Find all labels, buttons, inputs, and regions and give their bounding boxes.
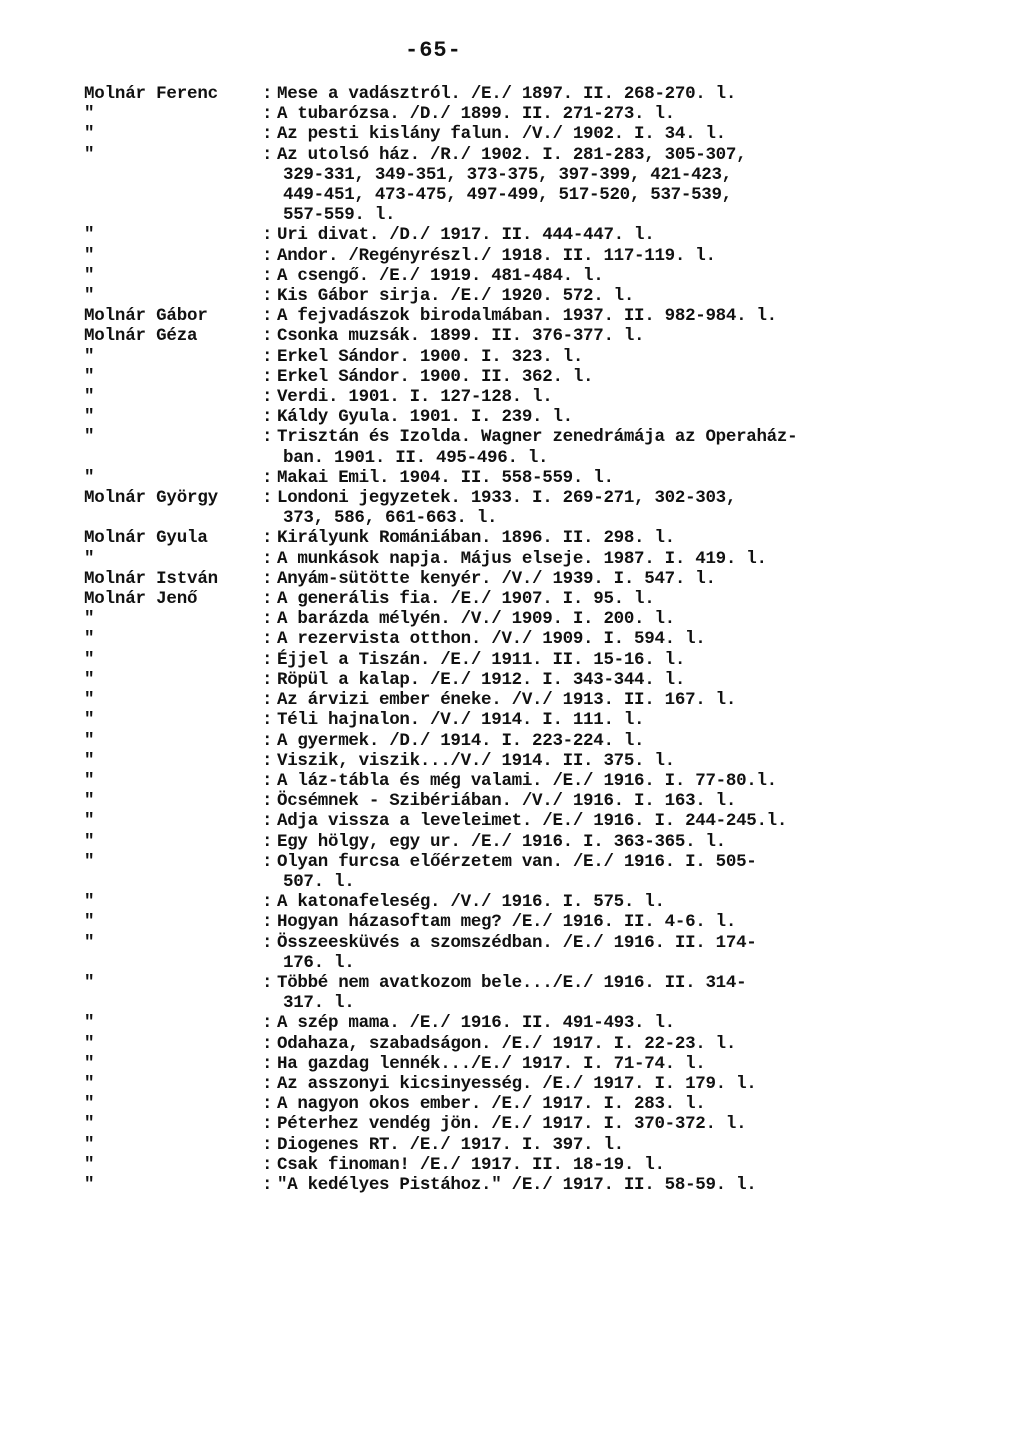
bibliography-entry bbox=[84, 347, 984, 367]
entry-continuation-text: 329-331, 349-351, 373-375, 397-399, 421-423, bbox=[283, 164, 732, 185]
entry-author: Molnár Gyula bbox=[84, 528, 208, 549]
entry-separator: : bbox=[262, 1073, 273, 1094]
entry-title: Diogenes RT. /E./ 1917. I. 397. l. bbox=[277, 1134, 624, 1155]
entry-title: Röpül a kalap. /E./ 1912. I. 343-344. l. bbox=[277, 669, 686, 690]
entry-separator: : bbox=[262, 225, 273, 246]
continuation-indent bbox=[84, 205, 283, 225]
bibliography-entry bbox=[84, 326, 984, 346]
entry-author: Molnár Géza bbox=[84, 326, 198, 347]
entry-separator: : bbox=[262, 265, 273, 286]
entry-title: Öcsémnek - Szibériában. /V./ 1916. I. 163. l. bbox=[277, 791, 737, 812]
entry-title: Mese a vadásztról. /E./ 1897. II. 268-270. l. bbox=[277, 84, 737, 104]
entry-separator: : bbox=[262, 690, 273, 711]
entry-title: Téli hajnalon. /V./ 1914. I. 111. l. bbox=[277, 710, 645, 731]
entry-separator: : bbox=[262, 568, 273, 589]
bibliography-entry bbox=[84, 286, 984, 306]
bibliography-entry bbox=[84, 751, 984, 771]
entry-separator: : bbox=[262, 407, 273, 428]
bibliography-entry bbox=[84, 1175, 984, 1195]
entry-title: Adja vissza a leveleimet. /E./ 1916. I. 244-245.l. bbox=[277, 811, 788, 832]
bibliography-entry bbox=[84, 710, 984, 730]
entry-continuation bbox=[84, 508, 984, 528]
bibliography-entry bbox=[84, 933, 984, 953]
entry-title: Az pesti kislány falun. /V./ 1902. I. 34. l. bbox=[277, 124, 726, 145]
entry-author: " bbox=[84, 690, 95, 711]
entry-continuation bbox=[84, 165, 984, 185]
entry-separator: : bbox=[262, 750, 273, 771]
entry-title: A munkások napja. Május elseje. 1987. I. 419. l. bbox=[277, 548, 767, 569]
entry-title: Összeesküvés a szomszédban. /E./ 1916. II. 174- bbox=[277, 932, 757, 953]
bibliography-entry bbox=[84, 1094, 984, 1114]
entry-separator: : bbox=[262, 1154, 273, 1175]
entry-title: A fejvadászok birodalmában. 1937. II. 982-984. l. bbox=[277, 306, 777, 327]
entry-continuation-text: 373, 586, 661-663. l. bbox=[283, 508, 498, 529]
entry-separator: : bbox=[262, 346, 273, 367]
bibliography-entry bbox=[84, 629, 984, 649]
entry-author: " bbox=[84, 1033, 95, 1054]
entry-author: " bbox=[84, 548, 95, 569]
entry-author: " bbox=[84, 467, 95, 488]
entry-author: " bbox=[84, 811, 95, 832]
bibliography-entry bbox=[84, 84, 984, 104]
entry-separator: : bbox=[262, 548, 273, 569]
entry-title: A tubarózsa. /D./ 1899. II. 271-273. l. bbox=[277, 104, 675, 125]
entry-separator: : bbox=[262, 84, 273, 104]
entry-continuation-text: 507. l. bbox=[283, 871, 355, 892]
entry-author: " bbox=[84, 124, 95, 145]
entry-continuation bbox=[84, 993, 984, 1013]
entry-author: " bbox=[84, 1094, 95, 1115]
entry-title: A katonafeleség. /V./ 1916. I. 575. l. bbox=[277, 892, 665, 913]
bibliography-entry bbox=[84, 912, 984, 932]
bibliography-entry bbox=[84, 488, 984, 508]
entry-author: " bbox=[84, 1013, 95, 1034]
bibliography-entry bbox=[84, 104, 984, 124]
entry-title: Egy hölgy, egy ur. /E./ 1916. I. 363-365. l. bbox=[277, 831, 726, 852]
entry-continuation bbox=[84, 185, 984, 205]
entry-author: " bbox=[84, 407, 95, 428]
entry-separator: : bbox=[262, 488, 273, 509]
entry-author: " bbox=[84, 649, 95, 670]
entry-separator: : bbox=[262, 1053, 273, 1074]
entry-title: Verdi. 1901. I. 127-128. l. bbox=[277, 387, 553, 408]
entry-author: " bbox=[84, 1114, 95, 1135]
entry-author: " bbox=[84, 225, 95, 246]
bibliography-entry bbox=[84, 892, 984, 912]
bibliography-listing bbox=[84, 84, 984, 1195]
entry-continuation-text: 557-559. l. bbox=[283, 205, 396, 226]
bibliography-entry bbox=[84, 650, 984, 670]
entry-author: " bbox=[84, 851, 95, 872]
continuation-indent bbox=[84, 872, 283, 892]
entry-title: Kis Gábor sirja. /E./ 1920. 572. l. bbox=[277, 286, 635, 307]
entry-separator: : bbox=[262, 730, 273, 751]
entry-title: Londoni jegyzetek. 1933. I. 269-271, 302-303, bbox=[277, 488, 737, 509]
entry-separator: : bbox=[262, 427, 273, 448]
bibliography-entry bbox=[84, 1013, 984, 1033]
entry-title: Erkel Sándor. 1900. I. 323. l. bbox=[277, 346, 584, 367]
entry-separator: : bbox=[262, 1013, 273, 1034]
entry-continuation-text: 176. l. bbox=[283, 952, 355, 973]
entry-title: Káldy Gyula. 1901. I. 239. l. bbox=[277, 407, 573, 428]
entry-title: A szép mama. /E./ 1916. II. 491-493. l. bbox=[277, 1013, 675, 1034]
entry-title: A barázda mélyén. /V./ 1909. I. 200. l. bbox=[277, 609, 675, 630]
entry-author: " bbox=[84, 366, 95, 387]
entry-author: " bbox=[84, 730, 95, 751]
entry-title: Királyunk Romániában. 1896. II. 298. l. bbox=[277, 528, 675, 549]
entry-title: A csengő. /E./ 1919. 481-484. l. bbox=[277, 265, 604, 286]
bibliography-entry bbox=[84, 387, 984, 407]
entry-author: " bbox=[84, 286, 95, 307]
entry-author: " bbox=[84, 427, 95, 448]
entry-title: A nagyon okos ember. /E./ 1917. I. 283. l. bbox=[277, 1094, 706, 1115]
continuation-indent bbox=[84, 993, 283, 1013]
entry-separator: : bbox=[262, 710, 273, 731]
entry-title: Uri divat. /D./ 1917. II. 444-447. l. bbox=[277, 225, 655, 246]
entry-separator: : bbox=[262, 851, 273, 872]
bibliography-entry bbox=[84, 1074, 984, 1094]
entry-author: Molnár Gábor bbox=[84, 306, 208, 327]
bibliography-entry bbox=[84, 367, 984, 387]
entry-separator: : bbox=[262, 972, 273, 993]
bibliography-entry bbox=[84, 468, 984, 488]
entry-separator: : bbox=[262, 629, 273, 650]
entry-author: Molnár István bbox=[84, 568, 218, 589]
entry-separator: : bbox=[262, 609, 273, 630]
entry-title: Olyan furcsa előérzetem van. /E./ 1916. I. 505- bbox=[277, 851, 757, 872]
bibliography-entry bbox=[84, 791, 984, 811]
continuation-indent bbox=[84, 165, 283, 185]
entry-author: " bbox=[84, 265, 95, 286]
entry-separator: : bbox=[262, 1174, 273, 1195]
bibliography-entry bbox=[84, 771, 984, 791]
entry-separator: : bbox=[262, 1033, 273, 1054]
bibliography-entry bbox=[84, 246, 984, 266]
entry-separator: : bbox=[262, 306, 273, 327]
entry-author: " bbox=[84, 387, 95, 408]
bibliography-entry bbox=[84, 589, 984, 609]
entry-separator: : bbox=[262, 669, 273, 690]
entry-author: Molnár Jenő bbox=[84, 589, 198, 610]
entry-separator: : bbox=[262, 104, 273, 125]
entry-author: " bbox=[84, 750, 95, 771]
bibliography-entry bbox=[84, 690, 984, 710]
entry-title: Andor. /Regényrészl./ 1918. II. 117-119. l. bbox=[277, 245, 716, 266]
bibliography-entry bbox=[84, 124, 984, 144]
bibliography-entry bbox=[84, 569, 984, 589]
entry-separator: : bbox=[262, 245, 273, 266]
entry-author: Molnár György bbox=[84, 488, 218, 509]
bibliography-entry bbox=[84, 528, 984, 548]
bibliography-entry bbox=[84, 1155, 984, 1175]
entry-author: " bbox=[84, 629, 95, 650]
entry-author: Molnár Ferenc bbox=[84, 84, 218, 104]
entry-continuation-text: 317. l. bbox=[283, 993, 355, 1014]
entry-continuation bbox=[84, 872, 984, 892]
entry-title: Többé nem avatkozom bele.../E./ 1916. II. 314- bbox=[277, 972, 747, 993]
bibliography-entry bbox=[84, 731, 984, 751]
entry-author: " bbox=[84, 932, 95, 953]
entry-title: Anyám-sütötte kenyér. /V./ 1939. I. 547. l. bbox=[277, 568, 716, 589]
entry-title: Ha gazdag lennék.../E./ 1917. I. 71-74. l. bbox=[277, 1053, 706, 1074]
entry-separator: : bbox=[262, 892, 273, 913]
entry-continuation bbox=[84, 205, 984, 225]
bibliography-entry bbox=[84, 145, 984, 165]
bibliography-entry bbox=[84, 306, 984, 326]
entry-separator: : bbox=[262, 589, 273, 610]
bibliography-entry bbox=[84, 832, 984, 852]
entry-separator: : bbox=[262, 528, 273, 549]
entry-title: Csonka muzsák. 1899. II. 376-377. l. bbox=[277, 326, 645, 347]
entry-separator: : bbox=[262, 811, 273, 832]
page-number: -65- bbox=[405, 38, 462, 63]
entry-title: Az asszonyi kicsinyesség. /E./ 1917. I. 179. l. bbox=[277, 1073, 757, 1094]
continuation-indent bbox=[84, 448, 283, 468]
entry-author: " bbox=[84, 104, 95, 125]
entry-separator: : bbox=[262, 144, 273, 165]
entry-separator: : bbox=[262, 770, 273, 791]
entry-continuation bbox=[84, 953, 984, 973]
continuation-indent bbox=[84, 185, 283, 205]
continuation-indent bbox=[84, 953, 283, 973]
bibliography-entry bbox=[84, 973, 984, 993]
bibliography-entry bbox=[84, 225, 984, 245]
entry-author: " bbox=[84, 1073, 95, 1094]
entry-separator: : bbox=[262, 467, 273, 488]
entry-author: " bbox=[84, 1154, 95, 1175]
bibliography-entry bbox=[84, 811, 984, 831]
entry-author: " bbox=[84, 710, 95, 731]
entry-separator: : bbox=[262, 791, 273, 812]
entry-author: " bbox=[84, 609, 95, 630]
continuation-indent bbox=[84, 508, 283, 528]
bibliography-entry bbox=[84, 852, 984, 872]
entry-separator: : bbox=[262, 932, 273, 953]
entry-separator: : bbox=[262, 1114, 273, 1135]
entry-author: " bbox=[84, 912, 95, 933]
entry-title: Trisztán és Izolda. Wagner zenedrámája az Operaház- bbox=[277, 427, 798, 448]
entry-author: " bbox=[84, 245, 95, 266]
entry-separator: : bbox=[262, 286, 273, 307]
entry-separator: : bbox=[262, 1094, 273, 1115]
bibliography-entry bbox=[84, 609, 984, 629]
entry-author: " bbox=[84, 1174, 95, 1195]
entry-author: " bbox=[84, 972, 95, 993]
entry-title: Hogyan házasoftam meg? /E./ 1916. II. 4-6. l. bbox=[277, 912, 737, 933]
bibliography-entry bbox=[84, 1135, 984, 1155]
entry-author: " bbox=[84, 144, 95, 165]
entry-author: " bbox=[84, 1053, 95, 1074]
entry-separator: : bbox=[262, 912, 273, 933]
entry-title: Péterhez vendég jön. /E./ 1917. I. 370-372. l. bbox=[277, 1114, 747, 1135]
entry-continuation-text: 449-451, 473-475, 497-499, 517-520, 537-539, bbox=[283, 185, 732, 206]
bibliography-entry bbox=[84, 549, 984, 569]
entry-author: " bbox=[84, 669, 95, 690]
entry-separator: : bbox=[262, 649, 273, 670]
entry-author: " bbox=[84, 892, 95, 913]
bibliography-entry bbox=[84, 1034, 984, 1054]
entry-continuation bbox=[84, 448, 984, 468]
bibliography-entry bbox=[84, 670, 984, 690]
entry-author: " bbox=[84, 770, 95, 791]
entry-title: "A kedélyes Pistához." /E./ 1917. II. 58-59. l. bbox=[277, 1174, 757, 1195]
bibliography-entry bbox=[84, 1114, 984, 1134]
entry-title: Odahaza, szabadságon. /E./ 1917. I. 22-23. l. bbox=[277, 1033, 737, 1054]
bibliography-entry bbox=[84, 1054, 984, 1074]
bibliography-entry bbox=[84, 407, 984, 427]
entry-title: Erkel Sándor. 1900. II. 362. l. bbox=[277, 366, 594, 387]
entry-title: A rezervista otthon. /V./ 1909. I. 594. l. bbox=[277, 629, 706, 650]
entry-title: Éjjel a Tiszán. /E./ 1911. II. 15-16. l. bbox=[277, 649, 686, 670]
entry-separator: : bbox=[262, 387, 273, 408]
entry-title: Csak finoman! /E./ 1917. II. 18-19. l. bbox=[277, 1154, 665, 1175]
entry-title: Az árvizi ember éneke. /V./ 1913. II. 167. l. bbox=[277, 690, 737, 711]
entry-title: A gyermek. /D./ 1914. I. 223-224. l. bbox=[277, 730, 645, 751]
bibliography-entry bbox=[84, 266, 984, 286]
entry-continuation-text: ban. 1901. II. 495-496. l. bbox=[283, 447, 549, 468]
entry-author: " bbox=[84, 791, 95, 812]
entry-separator: : bbox=[262, 1134, 273, 1155]
entry-separator: : bbox=[262, 124, 273, 145]
entry-title: Viszik, viszik.../V./ 1914. II. 375. l. bbox=[277, 750, 675, 771]
entry-author: " bbox=[84, 1134, 95, 1155]
entry-title: A láz-tábla és még valami. /E./ 1916. I. 77-80.l. bbox=[277, 770, 777, 791]
entry-separator: : bbox=[262, 326, 273, 347]
entry-title: Az utolsó ház. /R./ 1902. I. 281-283, 305-307, bbox=[277, 144, 747, 165]
entry-title: A generális fia. /E./ 1907. I. 95. l. bbox=[277, 589, 655, 610]
entry-author: " bbox=[84, 346, 95, 367]
entry-separator: : bbox=[262, 366, 273, 387]
entry-title: Makai Emil. 1904. II. 558-559. l. bbox=[277, 467, 614, 488]
bibliography-entry bbox=[84, 427, 984, 447]
entry-separator: : bbox=[262, 831, 273, 852]
entry-author: " bbox=[84, 831, 95, 852]
